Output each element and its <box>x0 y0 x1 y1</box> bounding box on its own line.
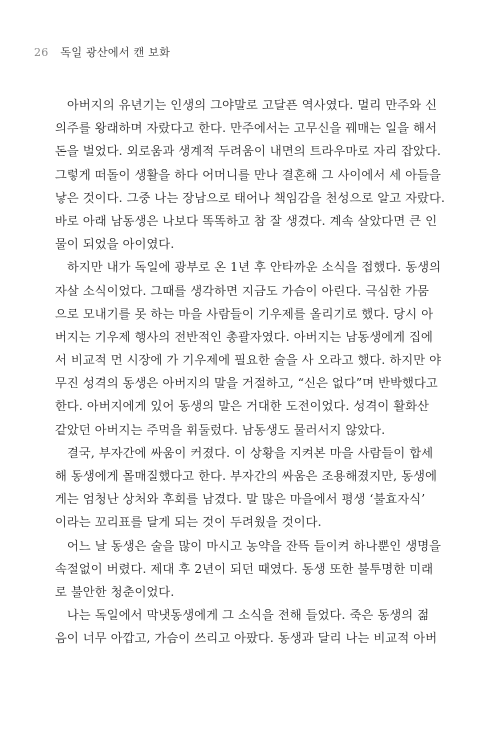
paragraph-3 <box>55 442 460 535</box>
paragraph-1 <box>55 94 460 256</box>
text-line: 낳은 것이다. 그중 나는 장남으로 태어나 책임감을 천성으로 알고 자랐다. <box>55 190 446 205</box>
paragraph-5 <box>55 604 460 650</box>
text-line: 속절없이 버렸다. 제대 후 2년이 되던 때였다. 동생 또한 불투명한 미래 <box>55 561 434 576</box>
page-number: 26 <box>34 46 49 59</box>
text-line: 물이 되었을 아이였다. <box>55 237 175 252</box>
text-line: 돈을 벌었다. 외로움과 생계적 두려움이 내면의 트라우마로 자리 잡았다. <box>55 144 442 159</box>
text-line: 자살 소식이었다. 그때를 생각하면 지금도 가슴이 아린다. 극심한 가뭄 <box>55 283 430 298</box>
text-line: 바로 아래 남동생은 나보다 똑똑하고 참 잘 생겼다. 계속 살았다면 큰 인 <box>55 213 438 228</box>
book-title: 독일 광산에서 캔 보화 <box>60 46 171 59</box>
text-line: 버지는 기우제 행사의 전반적인 총괄자였다. 아버지는 남동생에게 집에 <box>55 329 433 344</box>
text-line: 무진 성격의 동생은 아버지의 말을 거절하고, “신은 없다”며 반박했다고 <box>55 376 438 391</box>
text-line: 하지만 내가 독일에 광부로 온 1년 후 안타까운 소식을 접했다. 동생의 <box>67 260 442 275</box>
text-line: 한다. 아버지에게 있어 동생의 말은 거대한 도전이었다. 성격이 활화산 <box>55 399 430 414</box>
text-line: 이라는 꼬리표를 달게 되는 것이 두려웠을 것이다. <box>55 515 322 530</box>
text-line: 게는 엄청난 상처와 후회를 남겼다. 말 많은 마을에서 평생 ‘불효자식’ <box>55 492 426 507</box>
text-line: 로 불안한 청춘이었다. <box>55 584 175 599</box>
text-line: 의주를 왕래하며 자랐다고 한다. 만주에서는 고무신을 꿰매는 일을 해서 <box>55 121 437 136</box>
text-line: 아버지의 유년기는 인생의 그야말로 고달픈 역사였다. 멀리 만주와 신 <box>67 98 438 112</box>
text-line: 같았던 아버지는 주먹을 휘둘렀다. 남동생도 물러서지 않았다. <box>55 422 386 437</box>
text-line: 음이 너무 아깝고, 가슴이 쓰리고 아팠다. 동생과 달리 나는 비교적 아버 <box>55 631 438 646</box>
text-line: 해 동생에게 몰매질했다고 한다. 부자간의 싸움은 조용해졌지만, 동생에 <box>55 469 437 483</box>
text-line: 그렇게 떠돌이 생활을 하다 어머니를 만나 결혼해 그 사이에서 세 아들을 <box>55 167 442 182</box>
text-line: 으로 모내기를 못 하는 마을 사람들이 기우제를 올리기로 했다. 당시 아 <box>55 306 434 321</box>
body-text <box>55 94 460 651</box>
text-line: 어느 날 동생은 술을 많이 마시고 농약을 잔뜩 들이켜 하나뿐인 생명을 <box>67 538 442 553</box>
running-header <box>34 44 170 60</box>
paragraph-4 <box>55 535 460 605</box>
text-line: 결국, 부자간에 싸움이 커졌다. 이 상황을 지켜본 마을 사람들이 합세 <box>67 445 434 460</box>
text-line: 서 비교적 먼 시장에 가 기우제에 필요한 술을 사 오라고 했다. 하지만 야 <box>55 353 442 368</box>
paragraph-2 <box>55 256 460 442</box>
text-line: 나는 독일에서 막냇동생에게 그 소식을 전해 들었다. 죽은 동생의 젊 <box>67 608 430 623</box>
